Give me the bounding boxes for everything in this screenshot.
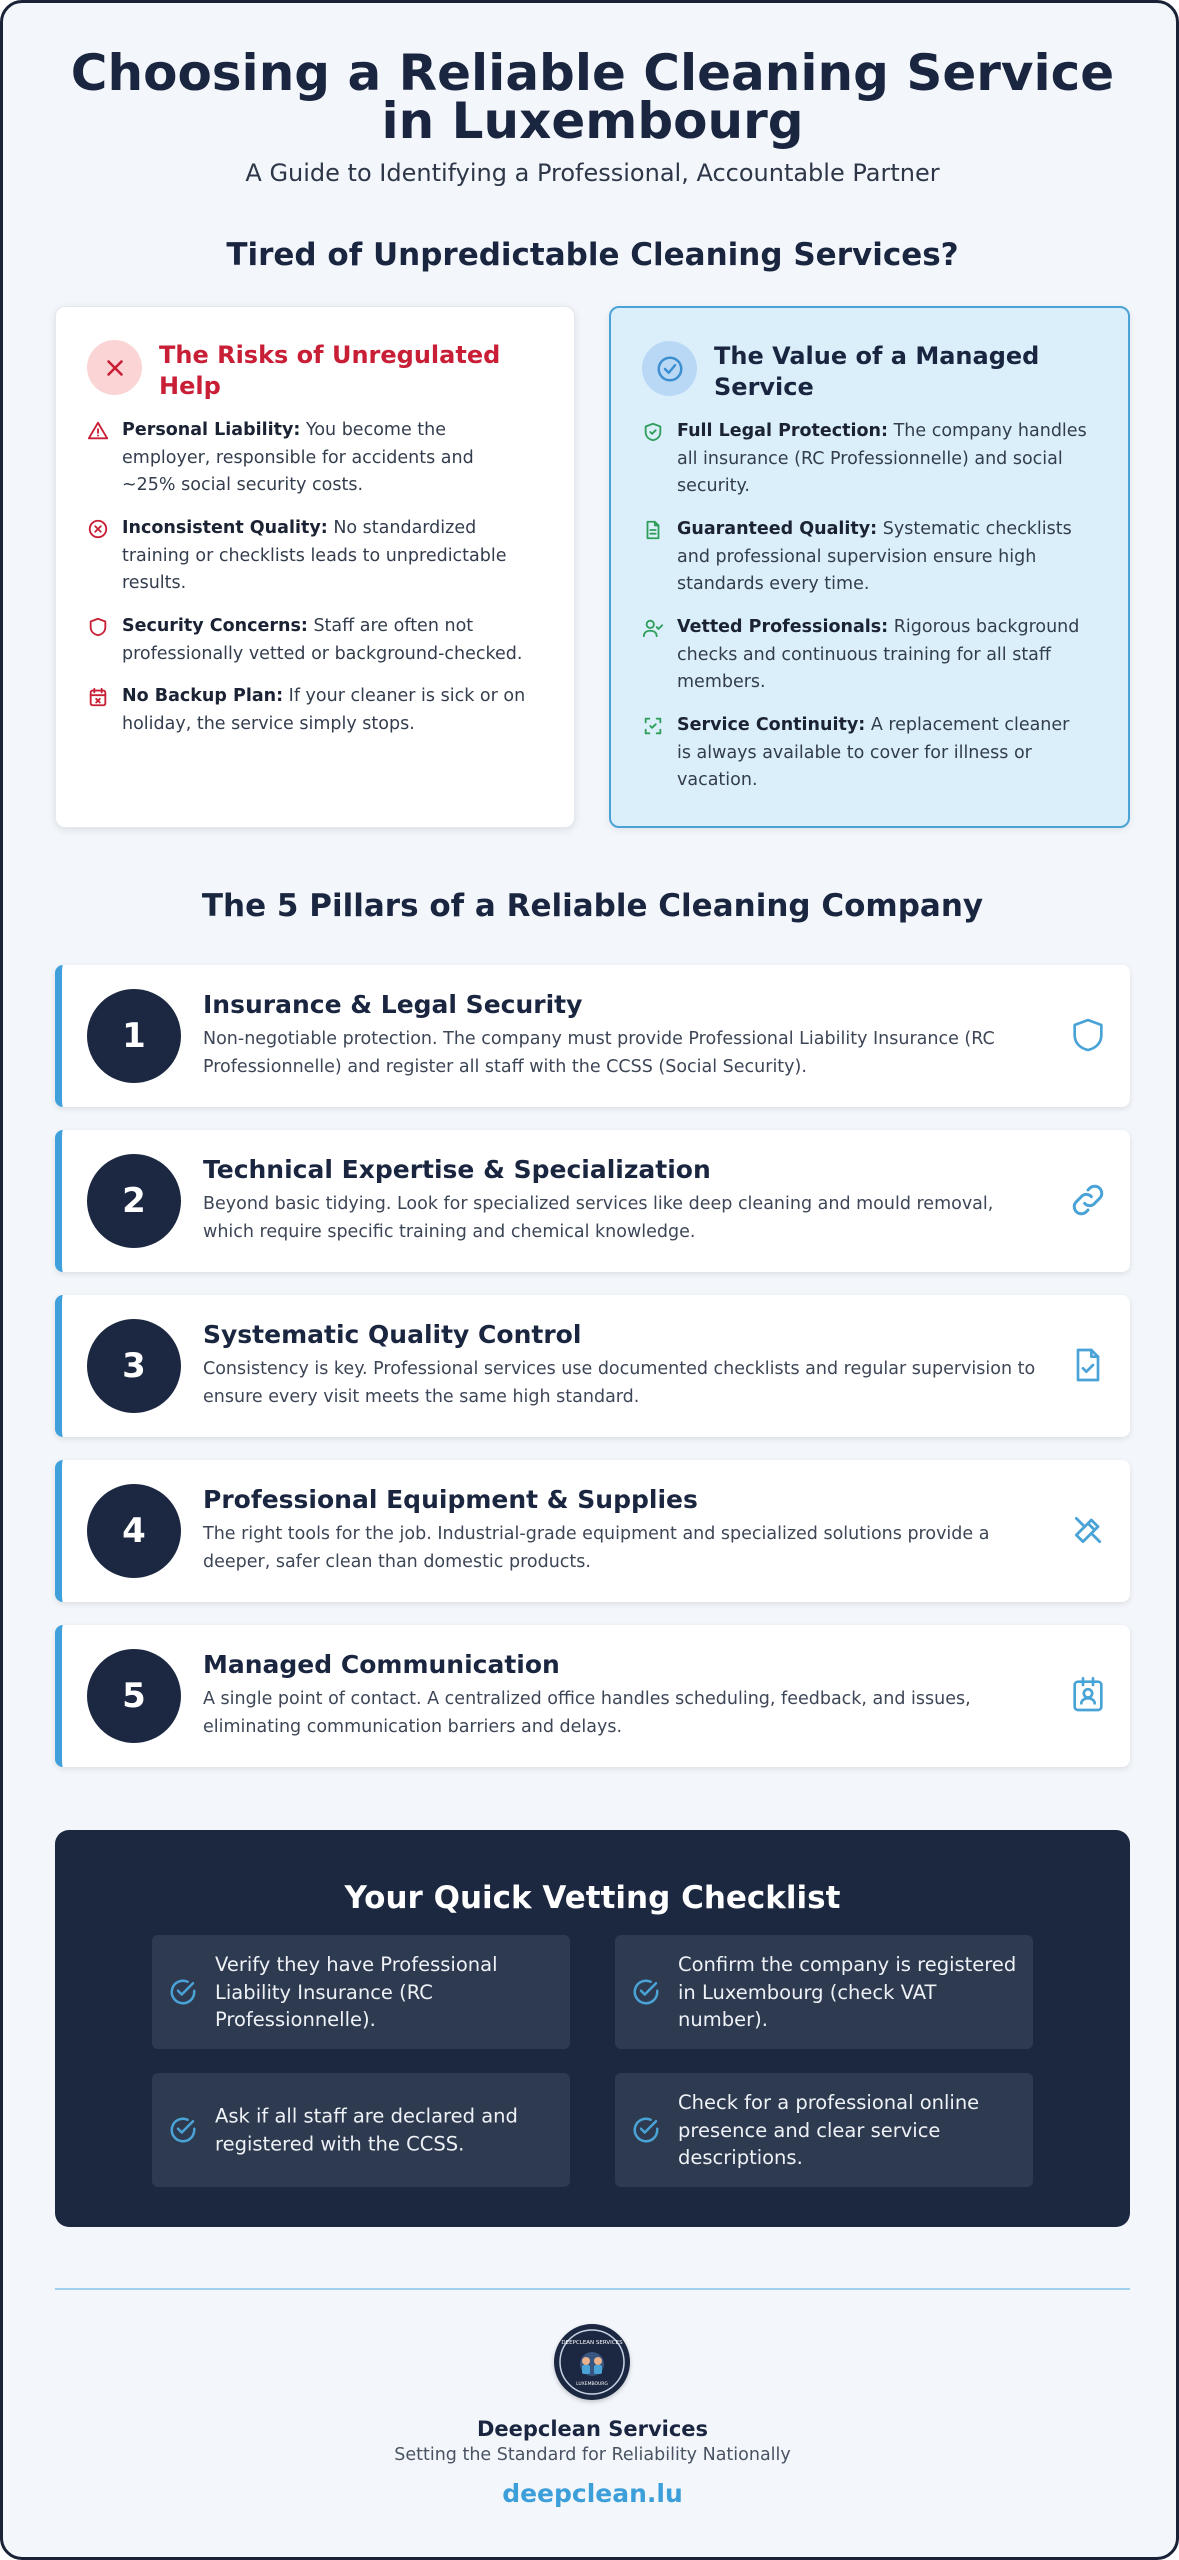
risk-item-label: Security Concerns: (122, 616, 308, 636)
scan-icon (642, 715, 664, 737)
shield-icon (87, 616, 109, 638)
checklist-item-text: Check for a professional online presence and clear service descriptions. (678, 2090, 980, 2169)
pillar-title: Technical Expertise & Specialization (203, 1155, 711, 1184)
logo-text-bottom: LUXEMBOURG (576, 2382, 608, 2387)
value-item-label: Full Legal Protection: (677, 421, 889, 441)
pillar-number: 4 (87, 1484, 181, 1578)
page-title: Choosing a Reliable Cleaning Service in Luxembourg (70, 44, 1115, 150)
checklist-item (152, 2073, 570, 2187)
link-icon (1068, 1180, 1108, 1220)
shield-icon (1068, 1015, 1108, 1055)
pillar-title: Systematic Quality Control (203, 1320, 582, 1349)
value-item-text: A replacement cleaner is always available to cover for illness or vacation. (677, 715, 1070, 790)
check-circle-icon (642, 341, 697, 396)
pillar-number: 5 (87, 1649, 181, 1743)
x-icon (87, 340, 142, 395)
pillar-number: 3 (87, 1319, 181, 1413)
intro-heading: Tired of Unpredictable Cleaning Services? (226, 237, 959, 273)
pillar-title: Professional Equipment & Supplies (203, 1485, 698, 1514)
company-logo (554, 2324, 630, 2400)
risk-item-text: You become the employer, responsible for accidents and ~25% social security costs. (122, 420, 474, 495)
value-item-text: The company handles all insurance (RC Professionnelle) and social security. (677, 421, 1087, 496)
risks-title: The Risks of Unregulated Help (159, 341, 501, 400)
pillar-description: Non-negotiable protection. The company must provide Professional Liability Insurance (RC Professionnelle) and register all staff with the CCSS (Social Security). (203, 1029, 995, 1077)
risk-item-text: If your cleaner is sick or on holiday, the service simply stops. (122, 686, 526, 734)
pillar-description: A single point of contact. A centralized office handles scheduling, feedback, and issues, eliminating communication barriers and delays. (203, 1689, 971, 1737)
shield-check-icon (642, 421, 664, 443)
check-circle-icon (631, 1977, 661, 2007)
company-name: Deepclean Services (476, 2417, 709, 2441)
file-check-icon (1068, 1345, 1108, 1385)
value-card (609, 306, 1130, 828)
check-circle-icon (168, 1977, 198, 2007)
pillar-description: The right tools for the job. Industrial-grade equipment and specialized solutions provide a deeper, safer clean than domestic products. (203, 1524, 990, 1572)
vetting-checklist (55, 1830, 1130, 2227)
calendar-x-icon (87, 686, 109, 708)
warning-icon (87, 420, 109, 442)
risk-item-label: Personal Liability: (122, 420, 301, 440)
company-tagline: Setting the Standard for Reliability Nationally (394, 2445, 791, 2465)
checklist-item-text: Ask if all staff are declared and registered with the CCSS. (215, 2104, 518, 2155)
value-item-text: Systematic checklists and professional supervision ensure high standards every time. (677, 519, 1072, 594)
checklist-item (152, 1935, 570, 2049)
check-circle-icon (168, 2115, 198, 2145)
checklist-item-text: Confirm the company is registered in Luxembourg (check VAT number). (678, 1952, 1017, 2031)
pillar-description: Beyond basic tidying. Look for specialized services like deep cleaning and mould removal, which require specific training and chemical knowledge. (203, 1194, 994, 1242)
pillar-card (55, 1130, 1130, 1272)
logo-emblem (557, 2327, 627, 2397)
checklist-item (615, 1935, 1033, 2049)
checklist-title: Your Quick Vetting Checklist (344, 1880, 841, 1916)
value-item-label: Vetted Professionals: (677, 617, 889, 637)
pillar-title: Managed Communication (203, 1650, 560, 1679)
pillar-card (55, 965, 1130, 1107)
contact-badge-icon (1068, 1675, 1108, 1715)
pillars-heading: The 5 Pillars of a Reliable Cleaning Company (201, 888, 984, 924)
risk-item-label: Inconsistent Quality: (122, 518, 328, 538)
value-item-text: Rigorous background checks and continuous training for all staff members. (677, 617, 1080, 692)
logo-text-top: DEEPCLEAN SERVICES (561, 2340, 623, 2346)
checklist-item (615, 2073, 1033, 2187)
value-title: The Value of a Managed Service (714, 342, 1040, 401)
risks-card (55, 306, 575, 828)
document-icon (642, 519, 664, 541)
tools-icon (1068, 1510, 1108, 1550)
value-item-label: Guaranteed Quality: (677, 519, 878, 539)
risk-item-label: No Backup Plan: (122, 686, 284, 706)
page-subtitle: A Guide to Identifying a Professional, Accountable Partner (245, 159, 940, 187)
company-website-link[interactable]: deepclean.lu (502, 2479, 683, 2508)
risk-item-text: No standardized training or checklists leads to unpredictable results. (122, 518, 507, 593)
checklist-item-text: Verify they have Professional Liability Insurance (RC Professionnelle). (215, 1952, 498, 2031)
pillar-card (55, 1625, 1130, 1767)
pillar-number: 1 (87, 989, 181, 1083)
pillar-card (55, 1295, 1130, 1437)
pillar-number: 2 (87, 1154, 181, 1248)
pillar-card (55, 1460, 1130, 1602)
user-check-icon (642, 617, 664, 639)
footer-divider (55, 2288, 1130, 2290)
x-circle-icon (87, 518, 109, 540)
value-item-label: Service Continuity: (677, 715, 866, 735)
pillar-title: Insurance & Legal Security (203, 990, 583, 1019)
check-circle-icon (631, 2115, 661, 2145)
risk-item-text: Staff are often not professionally vetted or background-checked. (122, 616, 523, 664)
pillar-description: Consistency is key. Professional services use documented checklists and regular supervision to ensure every visit meets the same high standard. (203, 1359, 1036, 1407)
